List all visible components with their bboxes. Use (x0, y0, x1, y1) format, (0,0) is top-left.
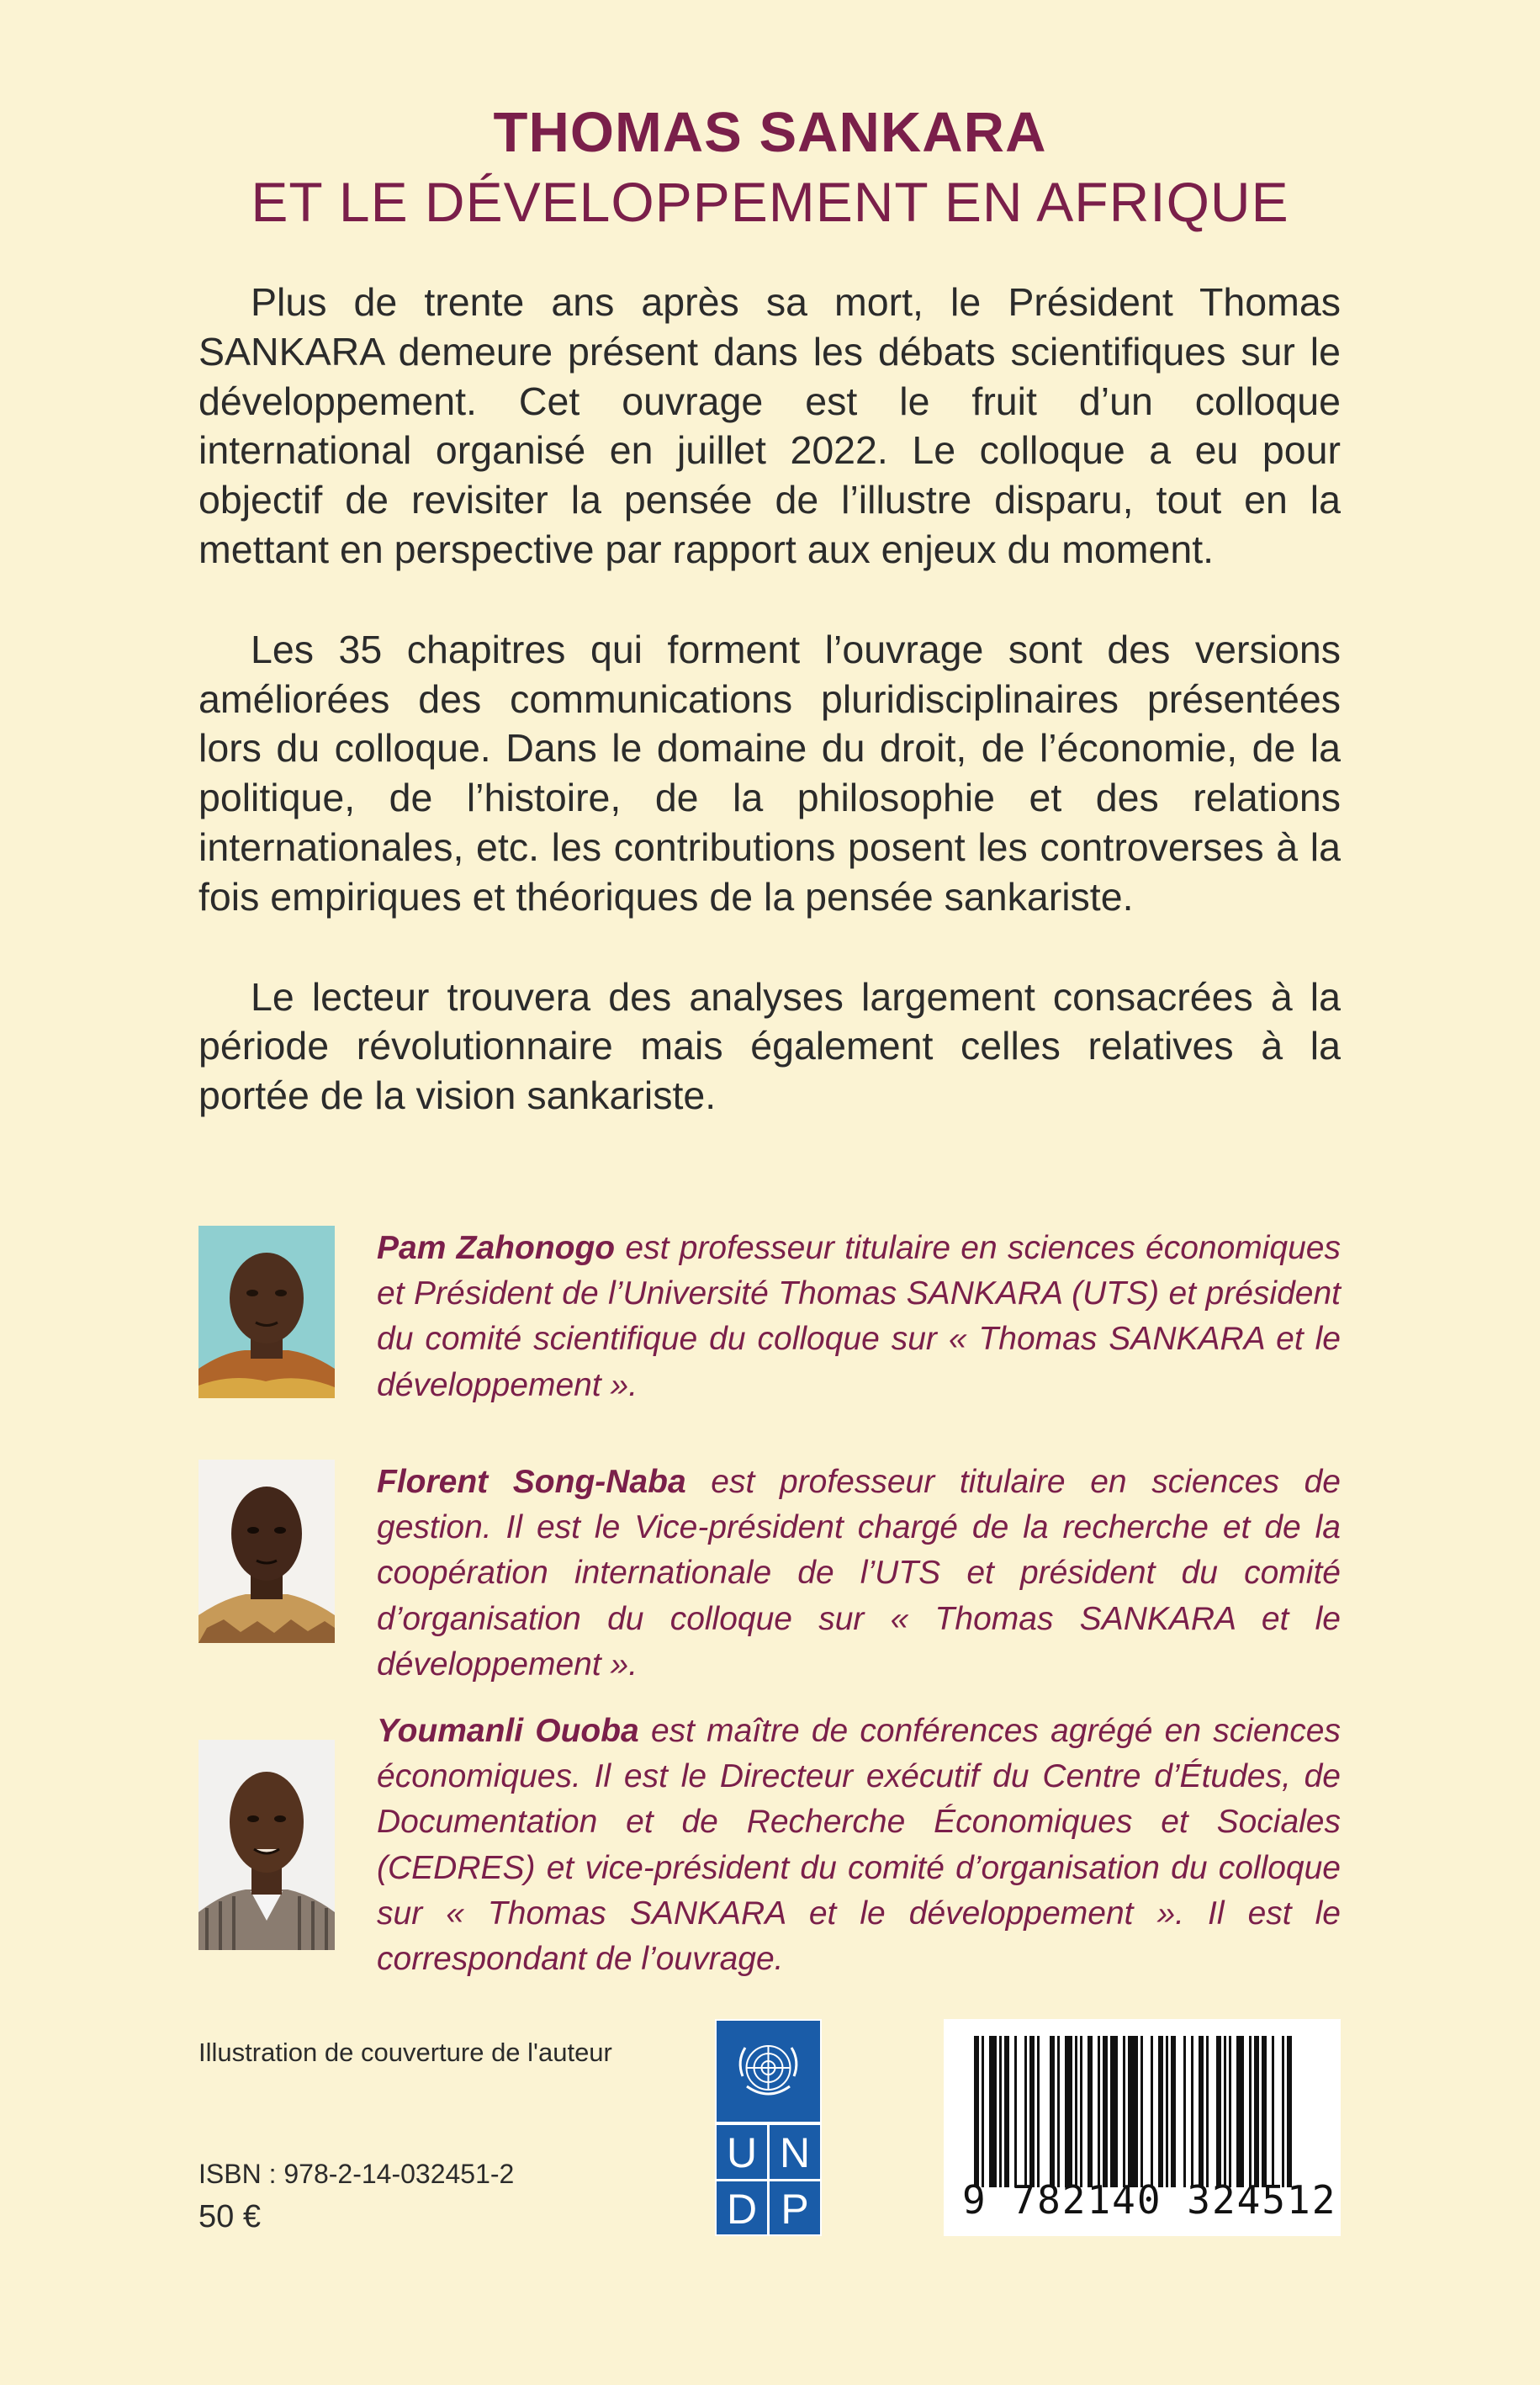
barcode-bar (1080, 2036, 1082, 2187)
barcode-bar (1057, 2036, 1060, 2187)
barcode-bar (999, 2036, 1002, 2187)
barcode-bar (1282, 2036, 1284, 2187)
undp-letter: D (726, 2186, 758, 2233)
barcode-bar (1075, 2036, 1077, 2187)
barcode-bar (1254, 2036, 1259, 2187)
barcode (944, 2019, 1341, 2236)
author-name: Pam Zahonogo (377, 1230, 616, 1266)
undp-letter: P (781, 2186, 809, 2233)
author-name: Florent Song-Naba (377, 1464, 686, 1500)
barcode-bar (1229, 2036, 1231, 2187)
barcode-bar (1151, 2036, 1153, 2187)
barcode-bar (1140, 2036, 1143, 2187)
barcode-bar (1158, 2036, 1163, 2187)
synopsis-paragraph-2: Les 35 chapitres qui forment l’ouvrage sont des versions améliorées des communications pluridisciplinaires présentées lors du colloque. Dans le domaine du droit, de l’économie, de la politique, de l’histoire, de la philosophie et des relations internationales, etc. les contributions posent les controverses à la fois empiriques et théoriques de la pensée sankariste. (198, 627, 1341, 919)
barcode-bar (1128, 2036, 1138, 2187)
cover-illustration-credit: Illustration de couverture de l'auteur (198, 2038, 612, 2067)
author-bio-text: est professeur titulaire en sciences de gestion. Il est le Vice-président chargé de la recherche et de la coopération internationale de l’UTS et président du comité d’organisation du colloque sur « Thomas SANKARA et le développement ». (377, 1464, 1341, 1683)
author-bio (377, 1226, 1341, 1408)
barcode-bar (1098, 2036, 1100, 2187)
barcode-bar (1216, 2036, 1221, 2187)
barcode-bar (1199, 2036, 1204, 2187)
undp-letter: N (779, 2129, 811, 2176)
author-photo (198, 1460, 335, 1643)
barcode-bar (974, 2036, 979, 2187)
undp-letter: U (726, 2129, 758, 2176)
author-photo (198, 1740, 335, 1950)
barcode-bar (989, 2036, 997, 2187)
barcode-bar (1024, 2036, 1027, 2187)
barcode-bar (1236, 2036, 1244, 2187)
author-name: Youmanli Ouoba (377, 1713, 639, 1749)
barcode-bar (1004, 2036, 1009, 2187)
author-bio (377, 1460, 1341, 1688)
author-bio-text: est maître de conférences agrégé en sciences économiques. Il est le Directeur exécutif du Centre d’Études, de Documentation et de Recherche Économiques et Sociales (CEDRES) et vice-président du comité d’organisation du colloque sur « Thomas SANKARA et le développement ». Il est le correspondant de l’ouvrage. (377, 1713, 1341, 1978)
barcode-bar (982, 2036, 984, 2187)
barcode-bar (1272, 2036, 1274, 2187)
barcode-bar (1262, 2036, 1267, 2187)
barcode-bar (1171, 2036, 1176, 2187)
barcode-bar (1183, 2036, 1186, 2187)
barcode-bar (1103, 2036, 1108, 2187)
barcode-bar (1123, 2036, 1125, 2187)
synopsis-paragraph-3: Le lecteur trouvera des analyses largement consacrées à la période révolutionnaire mais également celles relatives à la portée de la vision sankariste. (198, 974, 1341, 1118)
author-portrait-icon (198, 1460, 335, 1643)
barcode-bar (1065, 2036, 1072, 2187)
barcode-number: 9 782140 324512 (962, 2177, 1337, 2223)
barcode-bar (1206, 2036, 1209, 2187)
author-bio-text: est professeur titulaire en sciences économiques et Président de l’Université Thomas SANKARA (UTS) et président du comité scientifique du colloque sur « Thomas SANKARA et le développement ». (377, 1230, 1341, 1403)
author-photo (198, 1226, 335, 1398)
barcode-bar (1166, 2036, 1168, 2187)
synopsis (198, 278, 1341, 1171)
barcode-bar (1110, 2036, 1118, 2187)
synopsis-paragraph-1: Plus de trente ans après sa mort, le Président Thomas SANKARA demeure présent dans les débats scientifiques sur le développement. Cet ouvrage est le fruit d’un colloque international organisé en juillet 2022. Le colloque a eu pour objectif de revisiter la pensée de l’illustre disparu, tout en la mettant en perspective par rapport aux enjeux du moment. (198, 280, 1341, 571)
barcode-bar (1249, 2036, 1252, 2187)
barcode-bar (1050, 2036, 1055, 2187)
author-portrait-icon (198, 1226, 335, 1398)
barcode-bar (1014, 2036, 1017, 2187)
barcode-bar (1037, 2036, 1040, 2187)
undp-logo (715, 2019, 822, 2236)
book-subtitle: ET LE DÉVELOPPEMENT EN AFRIQUE (251, 171, 1289, 233)
price: 50 € (198, 2199, 261, 2234)
author-portrait-icon (198, 1740, 335, 1950)
barcode-bar (1029, 2036, 1035, 2187)
book-title: THOMAS SANKARA (493, 101, 1047, 164)
title-block (0, 99, 1540, 236)
barcode-bar (1088, 2036, 1093, 2187)
barcode-bar (1287, 2036, 1292, 2187)
barcode-bar (1191, 2036, 1193, 2187)
isbn: ISBN : 978-2-14-032451-2 (198, 2159, 515, 2189)
barcode-bar (1224, 2036, 1226, 2187)
author-bio (377, 1709, 1341, 1982)
